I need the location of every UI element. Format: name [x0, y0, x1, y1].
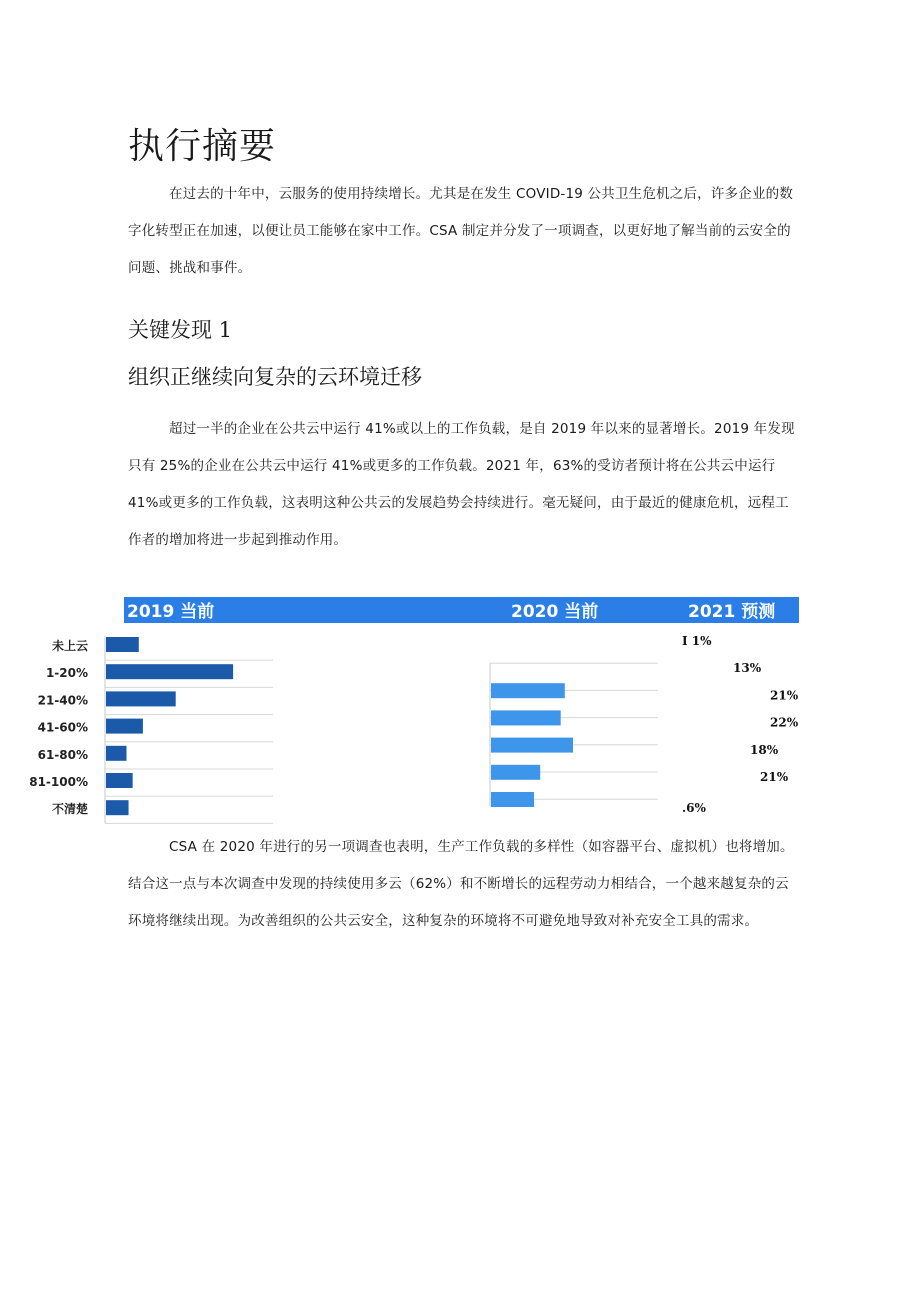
chart-header-label: 2021 预测	[688, 602, 776, 622]
category-label: 不清楚	[51, 802, 88, 817]
chart-svg	[0, 590, 920, 830]
bar-2019	[106, 637, 139, 652]
category-label: 41-60%	[37, 720, 88, 735]
finding-label: 关键发现 1	[128, 318, 233, 342]
chart-header-label: 2020 当前	[511, 602, 599, 622]
bar-2019	[106, 746, 127, 761]
value-label-2021: 21%	[770, 688, 799, 703]
bar-2019	[106, 800, 129, 815]
bar-2020	[491, 683, 565, 698]
bar-2020	[491, 738, 573, 753]
bar-2019	[106, 691, 176, 706]
value-label-2021: .6%	[682, 801, 706, 816]
category-label: 81-100%	[29, 775, 88, 789]
category-label: 1-20%	[45, 666, 88, 681]
finding-title: 组织正继续向复杂的云环境迁移	[128, 365, 422, 389]
category-label: 21-40%	[37, 693, 88, 708]
bar-2020	[491, 792, 534, 807]
bar-2019	[106, 773, 133, 788]
cloud-workload-chart	[0, 590, 920, 830]
category-label: 61-80%	[37, 747, 88, 762]
bar-2020	[491, 710, 561, 725]
value-label-2021: 18%	[750, 742, 779, 757]
finding-paragraph: 超过一半的企业在公共云中运行 41%或以上的工作负载，是自 2019 年以来的显著增长。2019 年发现只有 25%的企业在公共云中运行 41%或更多的工作负载。2021 年，63%的受访者预计将在公共云中运行 41%或更多的工作负载，这表明这种公共云的发展趋势会持续进行。毫无疑问，由于最近的健康危机，远程工作者的增加将进一步起到推动作用。	[128, 421, 795, 548]
value-label-2021: 21%	[760, 770, 789, 784]
value-label-2021: 22%	[770, 715, 799, 730]
value-label-2021: 13%	[733, 661, 762, 676]
intro-paragraph: 在过去的十年中，云服务的使用持续增长。尤其是在发生 COVID-19 公共卫生危机之后，许多企业的数字化转型正在加速，以便让员工能够在家中工作。CSA 制定并分发了一项调查，以更好地了解当前的云安全的问题、挑战和事件。	[128, 186, 794, 276]
chart-header-label: 2019 当前	[127, 602, 215, 622]
bar-2019	[106, 664, 233, 679]
closing-paragraph: CSA 在 2020 年进行的另一项调查也表明，生产工作负载的多样性（如容器平台、虚拟机）也将增加。结合这一点与本次调查中发现的持续使用多云（62%）和不断增长的远程劳动力相结合，一个越来越复杂的云环境将继续出现。为改善组织的公共云安全，这种复杂的环境将不可避免地导致对补充安全工具的需求。	[128, 839, 794, 929]
bar-2020	[491, 765, 540, 780]
category-label: 未上云	[51, 639, 88, 653]
value-label-2021: I 1%	[682, 634, 712, 648]
page-title: 执行摘要	[128, 126, 277, 167]
bar-2019	[106, 719, 143, 734]
